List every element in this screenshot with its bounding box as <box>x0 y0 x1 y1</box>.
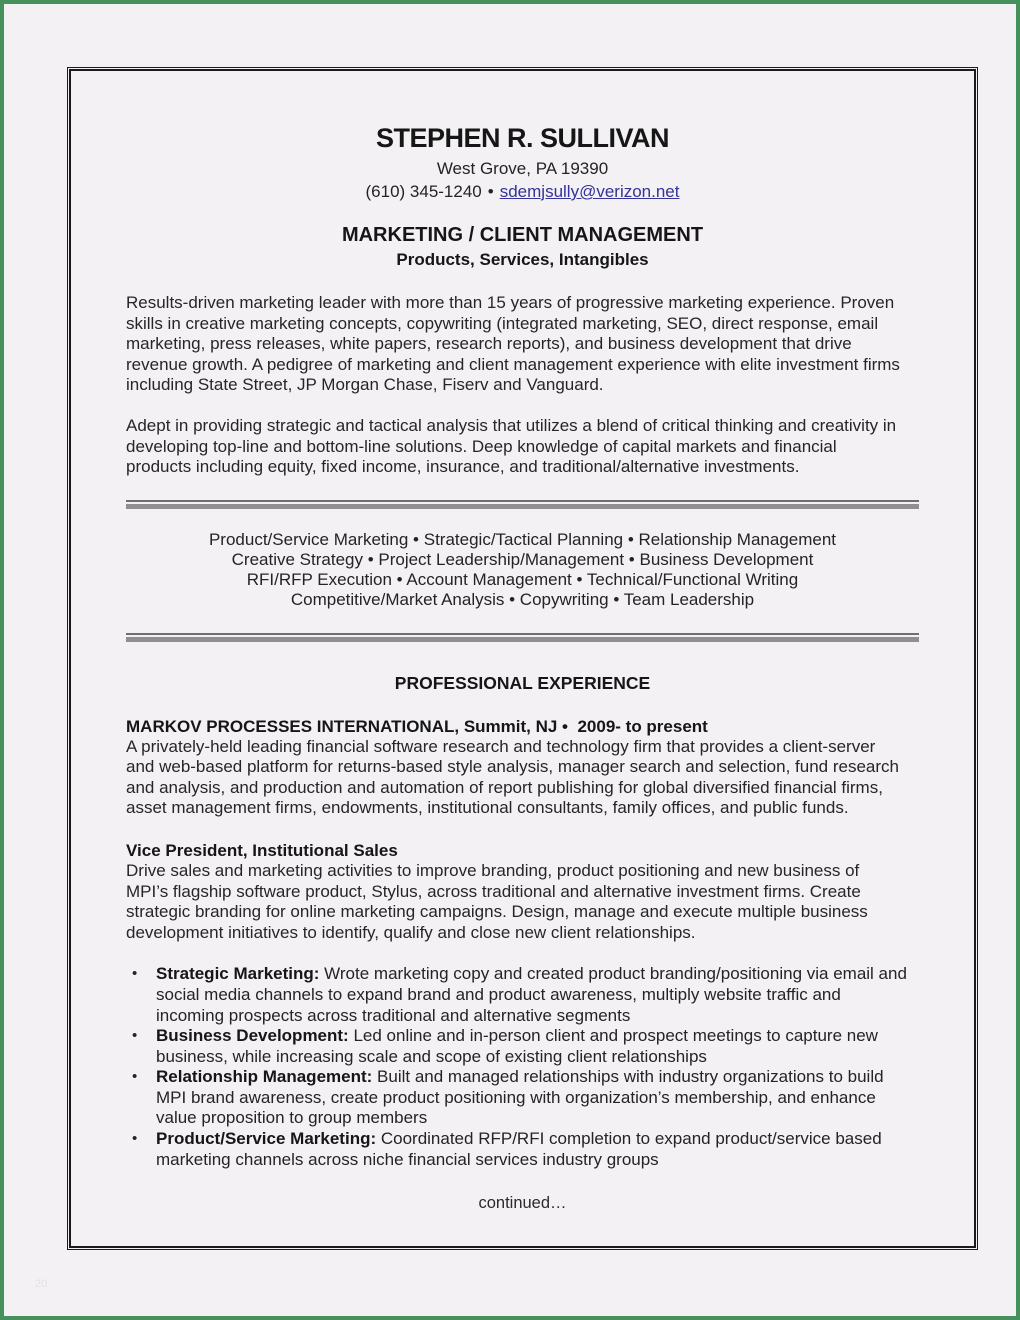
company-heading: MARKOV PROCESSES INTERNATIONAL, Summit, NJ • 2009- to present <box>126 716 708 736</box>
bullet-text: Led online and in-person client and prospect meetings to capture new business, while increasing scale and scope of existing client relationships <box>156 1026 878 1066</box>
bullet-dot-icon: • <box>132 1027 138 1045</box>
phone-number: (610) 345-1240 <box>365 182 482 201</box>
skills-line: RFI/RFP Execution • Account Management • Technical/Functional Writing <box>246 570 799 590</box>
candidate-name: STEPHEN R. SULLIVAN <box>375 123 670 153</box>
bullet-text: Wrote marketing copy and created product branding/positioning via email and social media channels to expand brand and product awareness, multiply website traffic and incoming prospects across traditional and alternative segments <box>156 964 907 1025</box>
resume-header <box>126 123 919 203</box>
bullet-text: Built and managed relationships with industry organizations to build MPI brand awareness, create product positioning with organization’s membership, and enhance value proposition to group members <box>156 1067 884 1128</box>
list-item <box>126 964 919 1026</box>
skills-line: Creative Strategy • Project Leadership/Management • Business Development <box>231 549 814 569</box>
resume-title: MARKETING / CLIENT MANAGEMENT <box>341 224 704 246</box>
summary-paragraph-1: Results-driven marketing leader with more than 15 years of progressive marketing experience. Proven skills in creative marketing concepts, copywriting (integrated marketing, SEO, direct response, email marketing, press releases, white papers, research reports), and business development that drive revenue growth. A pedigree of marketing and client management experience with elite investment firms including State Street, JP Morgan Chase, Fiserv and Vanguard. <box>126 293 900 395</box>
continued-label: continued… <box>478 1194 567 1213</box>
section-divider-bottom <box>126 633 919 642</box>
section-divider-top <box>126 500 919 509</box>
skills-line: Product/Service Marketing • Strategic/Tactical Planning • Relationship Management <box>208 529 837 549</box>
contact-line <box>126 180 919 203</box>
summary-paragraph-2: Adept in providing strategic and tactical analysis that utilizes a blend of critical thinking and creativity in developing top-line and bottom-line solutions. Deep knowledge of capital markets and financial products including equity, fixed income, insurance, and traditional/alternative investments. <box>126 415 897 477</box>
skills-line: Competitive/Market Analysis • Copywriting • Team Leadership <box>290 590 755 610</box>
bullet-label: Strategic Marketing: <box>156 964 320 984</box>
bullet-text: Coordinated RFP/RFI completion to expand product/service based marketing channels across niche financial services industry groups <box>156 1129 882 1169</box>
candidate-location: West Grove, PA 19390 <box>436 159 609 178</box>
document-frame <box>67 67 978 1250</box>
bullet-label: Relationship Management: <box>156 1067 373 1087</box>
list-item <box>126 1067 919 1129</box>
skills-section <box>126 530 919 611</box>
email-link[interactable]: sdemjsully@verizon.net <box>499 182 680 201</box>
bullet-label: Business Development: <box>156 1026 349 1046</box>
bullet-label: Product/Service Marketing: <box>156 1129 377 1149</box>
professional-experience-heading: PROFESSIONAL EXPERIENCE <box>394 672 651 693</box>
document-frame-inner <box>69 69 976 1248</box>
contact-separator-dot: • <box>487 182 494 201</box>
bullet-dot-icon: • <box>132 965 138 983</box>
list-item <box>126 1129 919 1170</box>
achievement-bullet-list <box>126 964 919 1170</box>
bullet-dot-icon: • <box>132 1068 138 1086</box>
bullet-dot-icon: • <box>132 1130 138 1148</box>
role-title: Vice President, Institutional Sales <box>126 840 398 860</box>
page-number: 20 <box>35 1278 48 1290</box>
list-item <box>126 1026 919 1067</box>
resume-title-block <box>126 224 919 270</box>
role-description: Drive sales and marketing activities to improve branding, product positioning and new business of MPI’s flagship software product, Stylus, across traditional and alternative investment firms. Create strategic branding for online marketing campaigns. Design, manage and execute multiple business development initiatives to identify, qualify and close new client relationships. <box>126 860 868 942</box>
company-description: A privately-held leading financial software research and technology firm that provides a client-server and web-based platform for returns-based style analysis, manager search and selection, fund research and analysis, and production and automation of report publishing for global diversified financial firms, asset management firms, endowments, institutional consultants, family offices, and public funds. <box>126 736 899 818</box>
resume-subtitle: Products, Services, Intangibles <box>396 250 649 269</box>
